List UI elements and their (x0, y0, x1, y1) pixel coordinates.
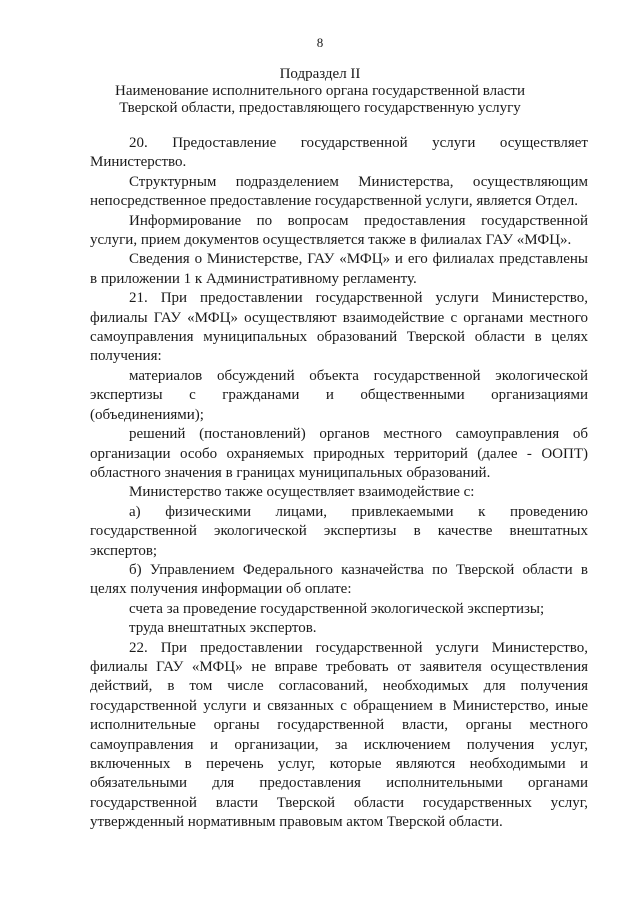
paragraph-expert-labor: труда внештатных экспертов. (129, 620, 317, 637)
subsection-title-line-1: Наименование исполнительного органа государственной власти (114, 83, 526, 99)
paragraph-discussion-materials: материалов обсуждений объекта государственной экологической экспертизы с гражданами и общественными организациями (объединениями); (90, 367, 588, 423)
paragraph-22: 22. При предоставлении государственной услуги Министерство, филиалы ГАУ «МФЦ» не вправе требовать от заявителя осуществления действий, в том числе согласований, необходимых для получения государственной услуги и связанных с обращением в Министерство, иные исполнительные органы государственной власти, органы местного самоуправления и организации, за исключением получения услуг, включенных в перечень услуг, которые являются необходимыми и обязательными для предоставления исполнительными органами государственной власти Тверской области государственных услуг, утвержденный нормативным правовым актом Тверской области. (90, 639, 588, 831)
paragraph-item-b: б) Управлением Федерального казначейства по Тверской области в целях получения информации об оплате: (90, 561, 588, 598)
subsection-heading: Подраздел II (279, 66, 361, 82)
paragraph-informing: Информирование по вопросам предоставления государственной услуги, прием документов осуществляется также в филиалах ГАУ «МФЦ». (90, 212, 588, 249)
paragraph-ministry-interaction: Министерство также осуществляет взаимодействие с: (129, 484, 475, 501)
paragraph-structural-unit: Структурным подразделением Министерства, осуществляющим непосредственное предоставление государственной услуги, является Отдел. (90, 173, 588, 210)
paragraph-local-decisions: решений (постановлений) органов местного самоуправления об организации особо охраняемых природных территорий (далее - ООПТ) областного значения в границах муниципальных образований. (90, 426, 588, 481)
subsection-title-line-2: Тверской области, предоставляющего государственную услугу (119, 100, 521, 116)
subsection-heading-block (0, 66, 640, 117)
paragraph-20: 20. Предоставление государственной услуги осуществляет Министерство. (90, 135, 588, 171)
paragraph-item-a: а) физическими лицами, привлекаемыми к проведению государственной экологической экспертизы в качестве внештатных экспертов; (90, 503, 588, 559)
paragraph-ministry-info: Сведения о Министерстве, ГАУ «МФЦ» и его филиалах представлены в приложении 1 к Административному регламенту. (90, 251, 588, 287)
page-number: 8 (316, 35, 324, 50)
paragraph-invoice: счета за проведение государственной экологической экспертизы; (129, 600, 545, 617)
document-body (90, 134, 588, 833)
paragraph-21: 21. При предоставлении государственной услуги Министерство, филиалы ГАУ «МФЦ» осуществляют взаимодействие с органами местного самоуправления муниципальных образований Тверской области в целях получения: (90, 290, 588, 365)
